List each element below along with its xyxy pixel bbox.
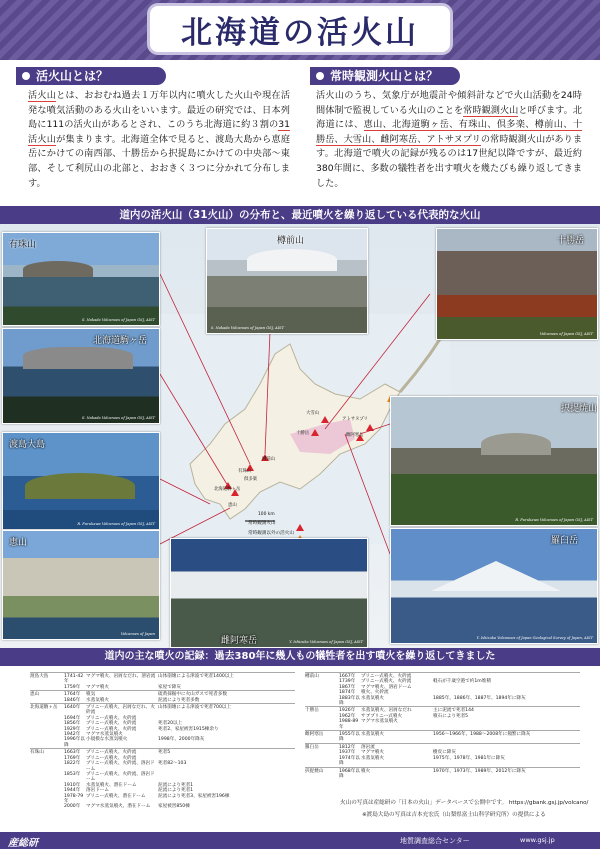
- year-cell: 1741-42年: [64, 674, 84, 685]
- photo-credit: Volcanoes of Japan GSJ, AIST: [539, 331, 593, 336]
- eruption-type-cell: プリニー式噴火、火砕流: [86, 715, 137, 721]
- active-volcano-text: [28, 89, 290, 191]
- aist-logo: 産総研: [8, 838, 38, 849]
- year-cell: 2000年: [64, 804, 81, 810]
- year-cell: 1996年以降: [64, 737, 85, 748]
- eruption-type-cell: プリニー式噴火、火砕流: [86, 750, 137, 756]
- year-cell: 1846年: [64, 697, 81, 703]
- title-box: [150, 6, 450, 52]
- eruption-type-cell: プリニー式噴火、火砕流、溶岩ドーム: [86, 771, 155, 783]
- photo-credit: Y. Ishizuka Volcanoes of Japan GSJ, AIST: [289, 639, 363, 644]
- damage-cell: 死者5: [158, 750, 171, 756]
- damage-cell: 泥流により死者1: [158, 782, 194, 788]
- eruption-type-cell: マグマ水蒸気噴火: [361, 719, 398, 725]
- volcano-name-cell: 十勝岳: [305, 708, 319, 714]
- year-cell: 1856年: [64, 721, 81, 727]
- map-area: [0, 224, 600, 648]
- database-note: 火山の写真は産総研の「日本の火山」データベースで公開中です。 https://gbank.gsj.jp/volcano/: [340, 800, 589, 806]
- year-cell: 1663年: [64, 750, 81, 756]
- map-label: 雌阿寒岳: [346, 433, 364, 438]
- volcano-name-cell: [30, 761, 64, 772]
- year-cell: 1764年: [64, 692, 81, 698]
- photo-usu: [2, 232, 160, 326]
- volcano-name-cell: [305, 696, 339, 707]
- eruption-type-cell: 溶岩ドーム: [86, 788, 109, 794]
- table-row: [30, 737, 295, 748]
- eruption-type-cell: 溶岩流: [361, 744, 375, 750]
- table-row: [305, 696, 580, 707]
- year-cell: 1769年: [64, 755, 81, 761]
- term-highlight: 活火山: [28, 90, 57, 101]
- volcano-name-cell: [30, 737, 64, 748]
- island-shape: [25, 473, 135, 499]
- map-section-band: [0, 206, 600, 224]
- year-cell: 1640年: [64, 705, 81, 711]
- photo-credit-note: ※渡島大島の写真は吉本充宏氏（山梨県富士山科学研究所）の提供による: [362, 812, 546, 818]
- map-label: アトサヌプリ: [342, 417, 368, 422]
- table-row: [305, 719, 580, 730]
- volcano-name-cell: 恵山: [30, 692, 40, 698]
- eruption-table-left: [30, 672, 295, 810]
- map-section-title: 道内の活火山（31火山）の分布と、最近噴火を繰り返している代表的な火山: [119, 209, 481, 221]
- section-heading-monitored-volcano: [310, 67, 460, 85]
- page-title: 北海道の活火山: [181, 14, 419, 51]
- year-cell: 1874年: [339, 690, 356, 696]
- photo-credit: Y. Ishizuka Volcanoes of Japan Geological Survey of Japan, AIST: [476, 635, 593, 640]
- photo-label: 羅臼岳: [551, 536, 579, 546]
- table-row: [30, 690, 295, 697]
- damage-cell: 噴石により死者5: [433, 713, 469, 719]
- header-banner: [0, 0, 600, 60]
- year-cell: 1910年: [64, 782, 81, 788]
- mountain-shape: [23, 347, 133, 369]
- eruption-type-cell: サブプリニー式噴火: [361, 713, 403, 719]
- eruption-type-cell: マグマ噴火: [86, 684, 109, 690]
- photo-label: 渡島大島: [9, 440, 46, 450]
- eruption-type-cell: 水蒸気噴火: [361, 695, 384, 701]
- term-highlight: 常時観測火山: [463, 104, 519, 116]
- map-label: 有珠山: [238, 469, 252, 474]
- eruption-type-cell: プリニー式噴火、火砕流: [361, 679, 412, 685]
- table-row: [30, 772, 295, 783]
- footer-org: 地質調査総合センター: [400, 837, 470, 845]
- volcano-name-cell: 渡島大島: [30, 674, 49, 679]
- map-legend-other: 常時観測以外の活火山: [248, 531, 294, 536]
- table-row: [30, 703, 295, 716]
- footer-url[interactable]: www.gsj.jp: [520, 836, 555, 844]
- damage-cell: 樹皮に降灰: [433, 750, 456, 756]
- map-scale-label: 100 km: [258, 512, 275, 517]
- volcano-name-cell: [30, 772, 64, 783]
- eruption-type-cell: 水蒸気噴火: [86, 697, 109, 703]
- photo-esan: [2, 530, 160, 640]
- eruption-type-cell: 水蒸気噴火、岩屑なだれ: [361, 708, 412, 714]
- volcano-name-cell: 北海道駒ヶ岳: [30, 705, 58, 711]
- monitored-volcano-text: [316, 89, 582, 191]
- photo-credit: S. Nakada Volcanoes of Japan GSJ, AIST: [211, 325, 284, 330]
- table-row: [30, 748, 295, 755]
- section-heading-label: 活火山とは？: [36, 69, 109, 83]
- year-cell: 1955年以降: [339, 732, 360, 743]
- text-run: が集まります。北海道全体で見ると、渡島大島から恵庭岳にかけての南西部、十勝岳から択捉島にかけての中央部〜東部、そして利尻山の北部と、おおきく３つに分かれて分布します。: [28, 133, 290, 189]
- map-label: 十勝岳: [296, 431, 310, 436]
- map-label: 北海道駒ヶ岳: [214, 487, 241, 492]
- table-section-title: 道内の主な噴火の記録：過去380年に幾人もの犠牲者を出す噴火を繰り返してきました: [104, 651, 496, 662]
- section-heading-label: 常時観測火山とは？: [330, 69, 439, 83]
- damage-cell: [433, 719, 580, 730]
- mountain-shape: [481, 433, 551, 455]
- table-row: [30, 672, 295, 685]
- year-cell: 1822年: [64, 761, 81, 767]
- eruption-type-cell: 小規模な水蒸気噴火: [86, 737, 128, 743]
- year-cell: 1978-79年: [64, 793, 84, 804]
- year-cell: 1926年: [339, 708, 356, 714]
- mountain-shape: [23, 261, 93, 277]
- photo-tarumae: [206, 228, 368, 334]
- volcano-name-cell: 羅臼岳: [305, 744, 319, 750]
- photo-credit: R. Furukawa Volcanoes of Japan GSJ, AIST: [77, 521, 155, 526]
- eruption-type-cell: プリニー式噴火、火砕流: [86, 721, 137, 727]
- photo-oshima: [2, 432, 160, 530]
- damage-cell: 死者2、家屋被害1915棟余り: [158, 726, 219, 732]
- map-legend-active: 常時観測火山: [248, 521, 276, 526]
- year-cell: 1974年以降: [339, 755, 360, 767]
- table-row: [30, 804, 295, 809]
- damage-cell: 主に泥流で死者144: [433, 708, 474, 714]
- table-section-band: [0, 648, 600, 666]
- eruption-table-right: [305, 672, 580, 779]
- eruption-type-cell: マグマ噴火、溶岩ドーム: [361, 684, 412, 690]
- year-cell: 1944年: [64, 788, 81, 794]
- damage-cell: 硫黄採掘中に火山ガスで死者多数: [158, 692, 227, 698]
- eruption-type-cell: 噴火: [361, 768, 371, 774]
- photo-credit: S. Nakada Volcanoes of Japan GSJ, AIST: [82, 317, 155, 322]
- photo-rausu: [390, 528, 598, 644]
- year-cell: 1759年: [64, 684, 81, 690]
- table-row: [305, 756, 580, 767]
- photo-label: 北海道駒ヶ岳: [93, 336, 148, 346]
- year-cell: 1853年: [64, 771, 81, 777]
- damage-cell: 山体崩壊による津波で死者1400以上: [158, 674, 235, 679]
- text-run: と呼びます。北海道には、: [316, 104, 583, 131]
- term-highlight: 31活火山: [28, 119, 290, 145]
- eruption-type-cell: プリニー式噴火、潜在ドーム: [86, 793, 146, 799]
- mountain-shape: [247, 249, 337, 271]
- damage-cell: 1885年、1886年、1887年、1894年に降灰: [433, 695, 526, 701]
- connector-line: [160, 374, 228, 486]
- eruption-type-cell: マグマ水蒸気噴火、潜在ドーム: [86, 804, 151, 810]
- damage-cell: [158, 772, 295, 783]
- bullet-icon: [22, 72, 30, 80]
- year-cell: 1942年: [64, 732, 81, 738]
- photo-label: 有珠山: [9, 240, 37, 250]
- eruption-type-cell: マグマ噴火、岩屑なだれ、溶岩流: [86, 674, 156, 679]
- photo-komagatake: [2, 328, 160, 424]
- text-run: の常時観測火山があります。北海道で噴火の記録が残るのは17世紀以降ですが、最近約380年間に、多数の犠牲者を出す噴火を幾たびも繰り返してきました。: [316, 133, 583, 189]
- eruption-type-cell: プリニー式噴火、火砕流、溶岩ドーム: [86, 761, 155, 772]
- photo-label: 択捉焼山: [561, 404, 598, 414]
- volcano-name-cell: [30, 685, 64, 690]
- map-label: 樽前山: [262, 457, 276, 462]
- volcano-name-cell: [30, 794, 64, 805]
- year-cell: 1812年: [339, 744, 356, 750]
- year-cell: 1962年: [339, 713, 356, 719]
- eruption-type-cell: プリニー式噴火、岩屑なだれ、火砕流: [86, 705, 155, 716]
- map-label: 大雪山: [306, 411, 320, 416]
- connector-line: [360, 424, 390, 434]
- photo-label: 十勝岳: [557, 236, 585, 246]
- photo-credit: Volcanoes of Japan: [120, 631, 155, 636]
- damage-cell: 家屋で降灰: [158, 684, 181, 690]
- volcano-name-cell: [30, 698, 64, 703]
- year-cell: 1883年以降: [339, 695, 360, 707]
- volcano-name-cell: [305, 756, 339, 767]
- volcano-name-cell: 有珠山: [30, 750, 44, 756]
- volcano-name-cell: [30, 804, 64, 809]
- volcano-name-cell: 択捉焼山: [305, 768, 324, 774]
- photo-tokachi: [436, 228, 598, 340]
- damage-cell: 死者82〜103: [158, 761, 187, 767]
- year-cell: 1968年以降: [339, 768, 360, 779]
- volcano-name-cell: [305, 719, 339, 730]
- table-row: [305, 706, 580, 713]
- volcano-name-cell: 樽前山: [305, 674, 319, 679]
- eruption-type-cell: マグマ水蒸気噴火: [86, 732, 123, 738]
- photo-meakan: [170, 538, 368, 648]
- year-cell: 1867年: [339, 684, 356, 690]
- damage-cell: 死者20以上: [158, 721, 183, 727]
- eruption-type-cell: 水蒸気噴火: [361, 732, 384, 738]
- map-label: 恵山: [228, 503, 237, 508]
- photo-shiretoko: [390, 396, 598, 526]
- map-label: 倶多楽: [244, 477, 258, 482]
- year-cell: 1937年: [339, 750, 356, 756]
- term-highlight: 恵山、北海道駒ヶ岳、有珠山、倶多楽、樽前山、十勝岳、大雪山、雌阿寒岳、アトサヌプリ: [316, 119, 583, 145]
- photo-credit: R. Furukawa Volcanoes of Japan GSJ, AIST: [515, 517, 593, 522]
- year-cell: 1667年: [339, 674, 356, 679]
- connector-line: [160, 479, 210, 504]
- damage-cell: 泥流により死者多数: [158, 697, 200, 703]
- connector-line: [265, 332, 270, 454]
- text-run: 活火山のうち、気象庁が地震計や傾斜計などで火山活動を24時間体制で監視している火山のことを: [316, 90, 582, 116]
- table-row: [305, 767, 580, 780]
- volcano-name-cell: 雌阿寒岳: [305, 732, 324, 738]
- damage-cell: 1998年、2000年降灰: [158, 737, 205, 743]
- year-cell: 1694年: [64, 715, 81, 721]
- eruption-type-cell: マグマ噴火: [361, 750, 384, 756]
- table-row: [305, 730, 580, 743]
- table-row: [30, 685, 295, 690]
- table-row: [30, 698, 295, 703]
- table-row: [30, 794, 295, 805]
- table-row: [30, 761, 295, 772]
- bullet-icon: [316, 72, 324, 80]
- damage-cell: 軽石が千歳空港で約1m堆積: [433, 679, 491, 685]
- eruption-type-cell: 噴火、火砕流: [361, 690, 389, 696]
- eruption-type-cell: 水蒸気噴火、潜在ドーム: [86, 782, 137, 788]
- text-run: とは、おおむね過去１万年以内に噴火した火山や現在活発な噴気活動のある火山をいいます。最近の研究では、日本列島に111の活火山があるとされ、このうち北海道に約３割の: [28, 90, 291, 131]
- damage-cell: 泥流により死者3、家屋被害196棟: [158, 793, 230, 799]
- photo-label: 樽前山: [277, 236, 305, 246]
- damage-cell: 1956〜1966年、1988〜2008年に頻繁に降灰: [433, 732, 531, 738]
- photo-credit: S. Nakada Volcanoes of Japan GSJ, AIST: [82, 415, 155, 420]
- year-cell: 1739年: [339, 679, 356, 685]
- photo-label: 雌阿寒岳: [221, 636, 258, 646]
- eruption-type-cell: プリニー式噴火、火砕流: [361, 674, 412, 679]
- eruption-type-cell: プリニー式噴火、火砕流: [86, 726, 137, 732]
- section-heading-active-volcano: [16, 67, 166, 85]
- photo-label: 恵山: [9, 538, 28, 548]
- eruption-type-cell: 水蒸気噴火: [361, 755, 384, 761]
- damage-cell: 家屋被害850棟: [158, 804, 190, 810]
- year-cell: 1929年: [64, 726, 81, 732]
- damage-cell: 1975年、1978年、1981年に降灰: [433, 755, 505, 761]
- eruption-type-cell: プリニー式噴火、火砕流: [86, 755, 137, 761]
- damage-cell: 1970年、1973年、1989年、2012年に降灰: [433, 768, 526, 774]
- connector-line: [345, 434, 390, 554]
- year-cell: 1988-89年: [339, 719, 359, 730]
- footer: [0, 832, 600, 849]
- eruption-type-cell: 噴気: [86, 692, 96, 698]
- damage-cell: 山体崩壊による津波で死者700以上: [158, 705, 232, 711]
- damage-cell: 泥流により死者1: [158, 788, 194, 794]
- mountain-shape: [431, 561, 561, 591]
